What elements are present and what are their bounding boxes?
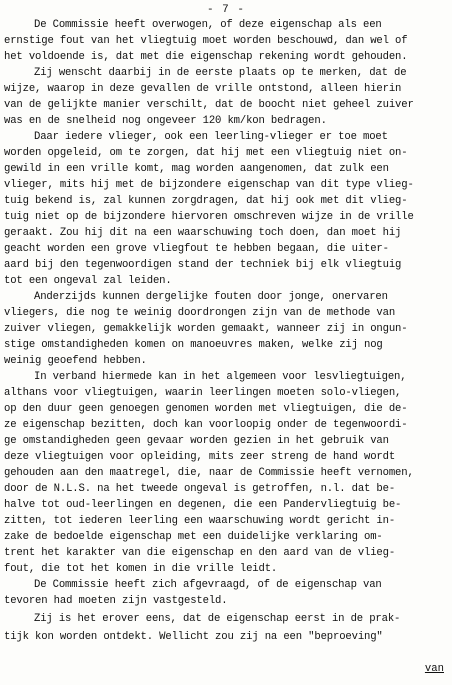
text-line: De Commissie heeft overwogen, of deze eigenschap als een — [34, 19, 382, 31]
text-line: geraakt. Zou hij dit na een waarschuwing toch doen, dan moet hij — [4, 227, 402, 239]
text-line: Anderzijds kunnen dergelijke fouten door jonge, onervaren — [34, 291, 388, 303]
text-line: stige omstandigheden komen on manoeuvres maken, welke zij nog — [4, 339, 383, 351]
text-line: trent het karakter van die eigenschap en den aard van de vlieg- — [4, 547, 396, 559]
text-line: gehouden aan den maatregel, die, naar de Commissie heeft vernomen, — [4, 467, 414, 479]
page-number: - 7 - — [206, 4, 245, 16]
text-line: deze vliegtuigen voor opleiding, mits zeer streng de hand wordt — [4, 451, 396, 463]
text-line: ernstige fout van het vliegtuig moet worden beschouwd, dan wel of — [4, 35, 408, 47]
text-line: ze eigenschap bezitten, doch kan voorloopig onder de tegenwoordi- — [4, 419, 408, 431]
text-line: door de N.L.S. na het tweede ongeval is getroffen, n.l. dat be- — [4, 483, 396, 495]
text-line: De Commissie heeft zich afgevraagd, of de eigenschap van — [34, 579, 382, 591]
text-line: op den duur geen genoegen genomen worden met vliegtuigen, die de- — [4, 403, 408, 415]
text-line: Zij is het erover eens, dat de eigenschap eerst in de prak- — [34, 613, 401, 625]
text-line: was en de snelheid nog ongeveer 120 km/kon bedragen. — [4, 115, 327, 127]
text-line: het voldoende is, dat met die eigenschap rekening wordt gehouden. — [4, 51, 408, 63]
text-line: althans voor vliegtuigen, waarin leerlingen moeten solo-vliegen, — [4, 387, 402, 399]
catchword: van — [424, 663, 444, 675]
text-line: halve tot oud-leerlingen en degenen, die een Pandervliegtuig be- — [4, 499, 402, 511]
text-line: ge omstandigheden geen gevaar worden gezien in het gebruik van — [4, 435, 389, 447]
text-line: In verband hiermede kan in het algemeen voor lesvliegtuigen, — [34, 371, 407, 383]
text-line: Zij wenscht daarbij in de eerste plaats op te merken, dat de — [34, 67, 407, 79]
text-line: aard bij den tegenwoordigen stand der techniek bij elk vliegtuig — [4, 259, 402, 271]
text-line: vliegers, die nog te weinig doordrongen zijn van de methode van — [4, 307, 396, 319]
text-line: geacht worden een grove vliegfout te hebben begaan, die uiter- — [4, 243, 389, 255]
text-line: zitten, tot iederen leerling een waarschuwing wordt gericht in- — [4, 515, 396, 527]
text-line: vlieger, mits hij met de bijzondere eigenschap van dit type vlieg- — [4, 179, 414, 191]
text-line: worden opgeleid, om te zorgen, dat hij met een vliegtuig niet on- — [4, 147, 408, 159]
text-line: tuig niet op de bijzondere hiervoren omschreven wijze in de vrille — [4, 211, 414, 223]
text-line: Daar iedere vlieger, ook een leerling-vlieger er toe moet — [34, 131, 388, 143]
text-line: tijk kon worden ontdekt. Wellicht zou zij na een "beproeving" — [4, 631, 383, 643]
text-line: weinig geoefend hebben. — [4, 355, 147, 367]
text-line: wijze, waarop in deze gevallen de vrille ontstond, alleen hierin — [4, 83, 402, 95]
text-line: gewild in een vrille komt, mag worden aangenomen, dat zulk een — [4, 163, 389, 175]
text-line: tevoren had moeten zijn vastgesteld. — [4, 595, 228, 607]
text-line: tuig bekend is, zal kunnen zorgdragen, dat hij ook met dit vlieg- — [4, 195, 408, 207]
text-line: zake de bedoelde eigenschap met een duidelijke verklaring om- — [4, 531, 383, 543]
text-line: tot een ongeval zal leiden. — [4, 275, 172, 287]
text-line: van de gelijkte manier verschilt, dat de boocht niet geheel zuiver — [4, 99, 414, 111]
text-line: zuiver vliegen, gemakkelijk worden gemaakt, wanneer zij in ongun- — [4, 323, 408, 335]
text-line: fout, die tot het komen in die vrille leidt. — [4, 563, 278, 575]
